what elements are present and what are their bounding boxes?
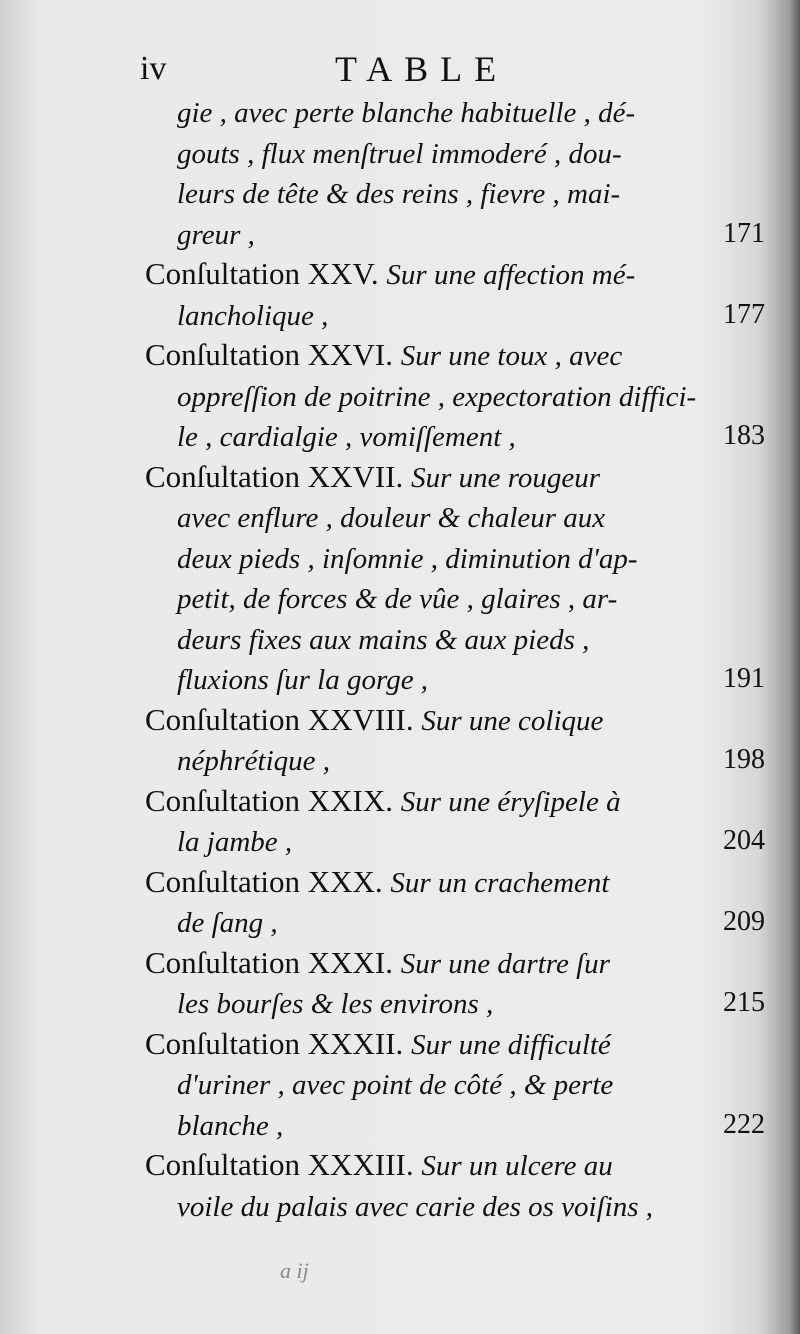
toc-line: [145, 254, 765, 295]
toc-line: [145, 821, 765, 862]
toc-line: [145, 335, 765, 376]
page-number: 222: [723, 1108, 765, 1140]
page-header: [140, 44, 760, 94]
entry-text: Sur un ulcere au: [421, 1150, 613, 1182]
toc-entry: [145, 335, 765, 457]
toc-line: [145, 1145, 765, 1186]
consultation-numeral: XXV.: [307, 256, 387, 291]
consultation-numeral: XXXI.: [307, 944, 401, 980]
toc-line: [145, 943, 765, 984]
toc-line: [145, 578, 765, 619]
entry-text: lancholique ,: [177, 299, 329, 332]
entry-text: Sur une difficulté: [411, 1028, 611, 1061]
toc-line: [145, 457, 765, 498]
entry-text: voile du palais avec carie des os voiſins ,: [177, 1190, 653, 1223]
toc-line: [145, 173, 765, 214]
page-number: 215: [723, 987, 765, 1018]
page-number: 171: [723, 217, 765, 249]
toc-line: [145, 700, 765, 741]
entry-text: Sur une rougeur: [411, 461, 601, 494]
running-title: TABLE: [335, 49, 509, 89]
consultation-numeral: XXX.: [307, 863, 391, 899]
toc-line: [145, 659, 765, 700]
entry-text: Sur un crachement: [390, 866, 610, 899]
page-number: 198: [723, 744, 765, 775]
entry-text: les bourſes & les environs ,: [177, 988, 494, 1020]
toc-line: [145, 497, 765, 538]
entry-text: Sur une affection mé-: [386, 259, 636, 291]
entry-text: Sur une toux , avec: [400, 340, 623, 372]
entry-text: le , cardialgie , vomiſſement ,: [177, 421, 516, 453]
toc-entry: [145, 1145, 765, 1226]
entry-text: Sur une colique: [421, 704, 604, 737]
consultation-label: Conſultation: [145, 337, 308, 372]
folio-number: iv: [140, 50, 167, 87]
toc-line: [145, 295, 765, 336]
toc-line: [145, 416, 765, 457]
consultation-label: Conſultation: [145, 944, 308, 980]
consultation-label: Conſultation: [145, 701, 308, 737]
toc-line: [145, 538, 765, 579]
entry-text: petit, de forces & de vûe , glaires , ar-: [177, 583, 618, 615]
entry-text: gie , avec perte blanche habituelle , dé-: [177, 97, 636, 129]
page-number: 209: [723, 906, 765, 937]
entry-text: blanche ,: [177, 1109, 284, 1142]
entry-text: Sur une dartre ſur: [400, 947, 610, 980]
toc-line: [145, 740, 765, 781]
toc-entry: [145, 700, 765, 781]
entry-text: deurs fixes aux mains & aux pieds ,: [177, 623, 590, 656]
toc-line: [145, 214, 765, 255]
consultation-label: Conſultation: [145, 1025, 308, 1061]
consultation-label: Conſultation: [145, 863, 308, 899]
entry-text: deux pieds , inſomnie , diminution d'ap-: [177, 542, 638, 575]
toc-line: [145, 619, 765, 660]
consultation-numeral: XXVIII.: [307, 701, 422, 737]
entry-text: la jambe ,: [177, 826, 293, 858]
toc-entry: [145, 254, 765, 335]
consultation-numeral: XXXII.: [307, 1025, 412, 1061]
toc-line: [145, 983, 765, 1024]
signature-mark: a ij: [280, 1258, 309, 1283]
toc-entry: [145, 943, 765, 1024]
entry-text: oppreſſion de poitrine , expectoration diffici-: [177, 380, 697, 413]
toc-entry: [145, 457, 765, 700]
entry-text: néphrétique ,: [177, 745, 331, 777]
toc-line: [145, 1186, 765, 1227]
entry-text: greur ,: [177, 218, 255, 251]
consultation-label: Conſultation: [145, 458, 308, 494]
toc-line: [145, 92, 765, 133]
entry-text: d'uriner , avec point de côté , & perte: [177, 1069, 614, 1101]
entry-text: de ſang ,: [177, 907, 278, 939]
toc-entry: [145, 92, 765, 254]
page-number: 177: [723, 298, 765, 330]
entry-text: Sur une éryſipele à: [400, 785, 621, 818]
entry-text: fluxions ſur la gorge ,: [177, 664, 429, 696]
toc-entry: [145, 1024, 765, 1146]
page-number: 183: [723, 420, 765, 451]
toc-line: [145, 133, 765, 174]
entry-text: gouts , flux menſtruel immoderé , dou-: [177, 137, 622, 170]
toc-entry: [145, 862, 765, 943]
consultation-numeral: XXIX.: [307, 782, 401, 818]
toc-entry: [145, 781, 765, 862]
toc-line: [145, 902, 765, 943]
page-number: 204: [723, 825, 765, 856]
toc-line: [145, 862, 765, 903]
entry-text: avec enflure , douleur & chaleur aux: [177, 502, 606, 534]
toc-line: [145, 1105, 765, 1146]
toc-line: [145, 376, 765, 417]
consultation-numeral: XXVI.: [307, 337, 401, 372]
consultation-numeral: XXVII.: [307, 458, 412, 494]
consultation-numeral: XXXIII.: [307, 1147, 422, 1182]
entry-text: leurs de tête & des reins , fievre , mai-: [177, 178, 621, 210]
consultation-label: Conſultation: [145, 1147, 308, 1182]
consultation-label: Conſultation: [145, 256, 308, 291]
table-of-contents: [145, 92, 765, 1226]
consultation-label: Conſultation: [145, 782, 308, 818]
page-number: 191: [723, 663, 765, 694]
toc-line: [145, 781, 765, 822]
toc-line: [145, 1064, 765, 1105]
toc-line: [145, 1024, 765, 1065]
